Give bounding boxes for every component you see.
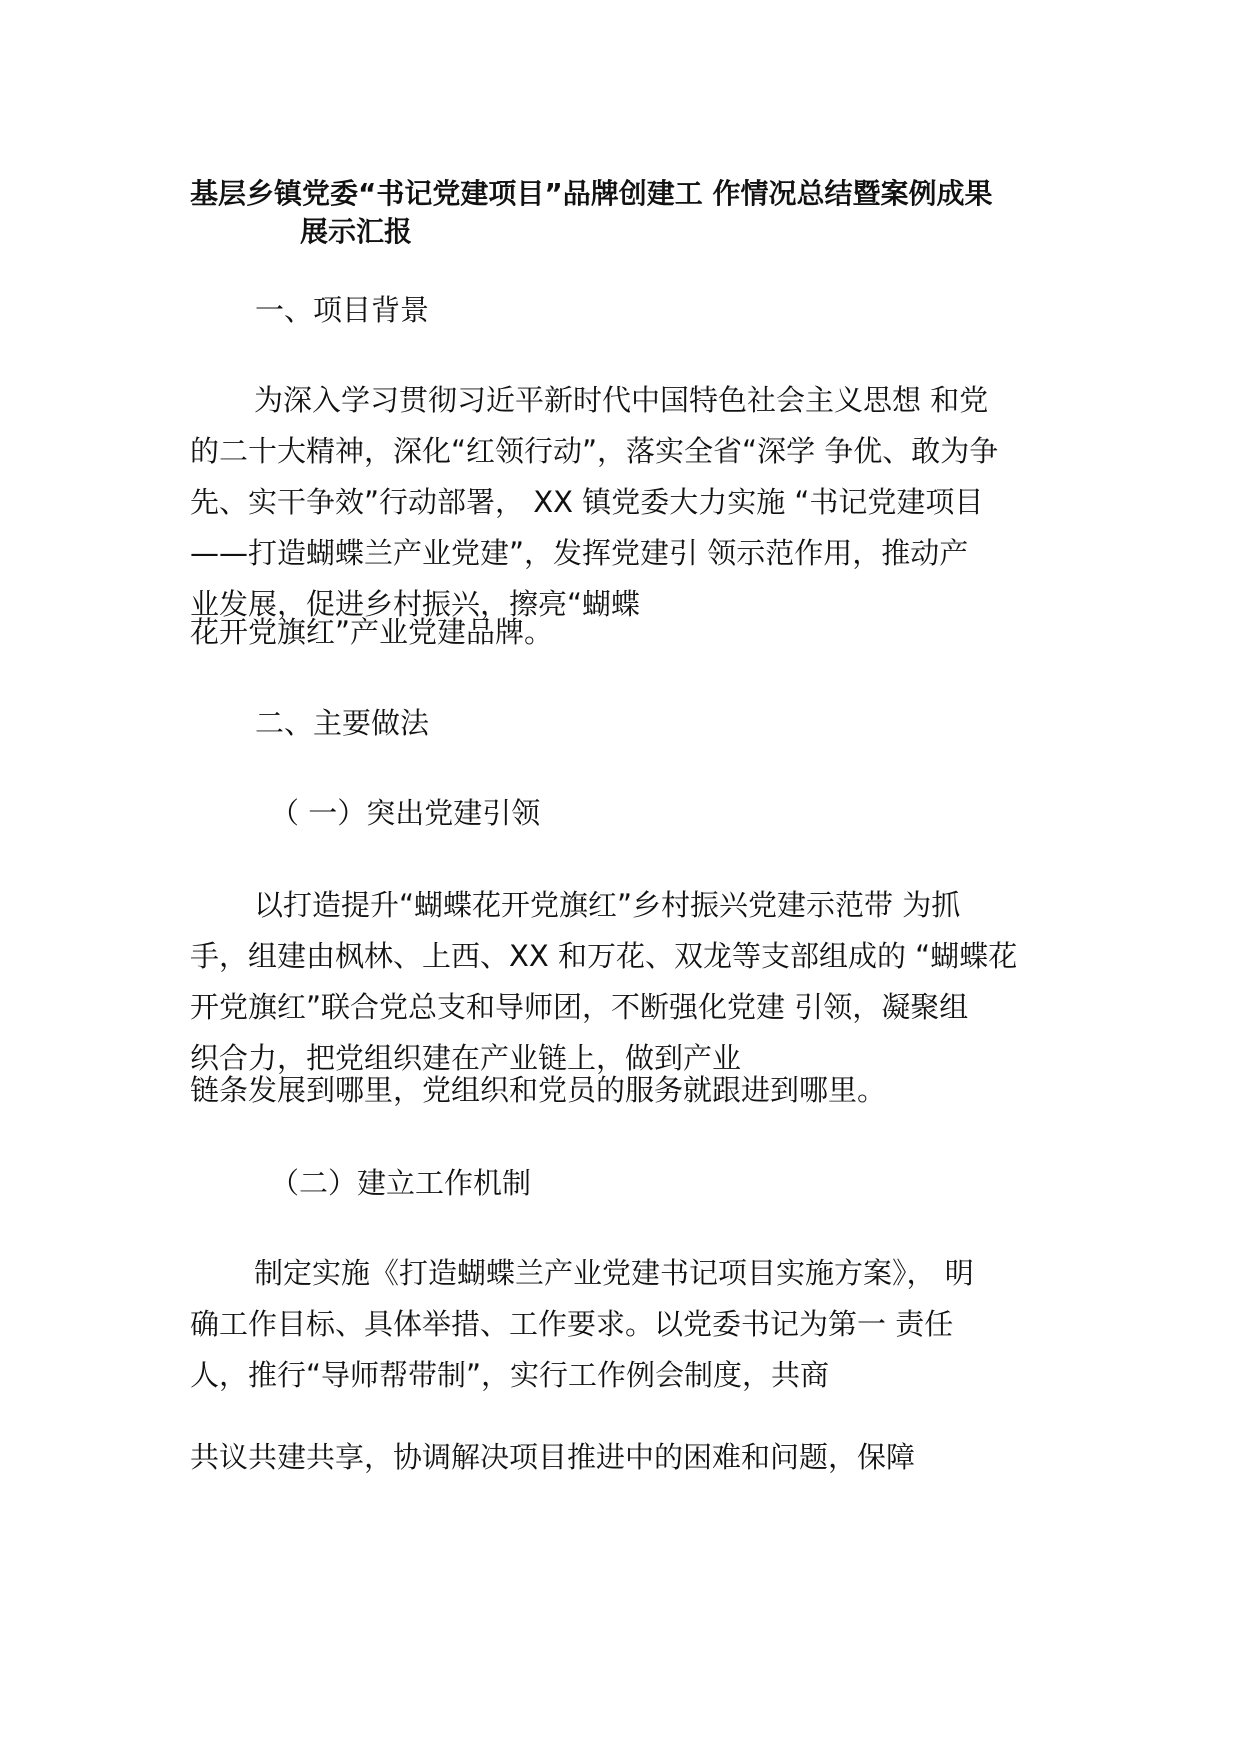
subsection2-paragraph-tail: 共议共建共享，协调解决项目推进中的困难和问题，保障 — [190, 1440, 916, 1474]
section1-paragraph — [190, 375, 1060, 630]
paragraph-line: 织合力，把党组织建在产业链上，做到产业 — [190, 1041, 742, 1075]
subsection1-paragraph — [190, 880, 1060, 1084]
paragraph-line: 业发展，促进乡村振兴，擦亮“蝴蝶 — [190, 587, 641, 621]
section-heading-background: 一、项目背景 — [255, 293, 430, 327]
paragraph-line: 先、实干争效”行动部署， XX 镇党委大力实施 “书记党建项目 — [190, 485, 984, 519]
paragraph-line: 开党旗红”联合党总支和导师团，不断强化党建 引领，凝聚组 — [190, 990, 969, 1024]
paragraph-line: 的二十大精神，深化“红领行动”，落实全省“深学 争优、敢为争 — [190, 434, 999, 468]
paragraph-line: 为深入学习贯彻习近平新时代中国特色社会主义思想 和党 — [254, 383, 989, 417]
paragraph-line: 人，推行“导师帮带制”，实行工作例会制度，共商 — [190, 1358, 830, 1392]
title-line-1: 基层乡镇党委“书记党建项目”品牌创建工 作情况总结暨案例成果 — [190, 177, 993, 210]
subsection2-paragraph — [190, 1248, 1060, 1401]
title-line-2: 展示汇报 — [300, 215, 413, 248]
paragraph-line: 制定实施《打造蝴蝶兰产业党建书记项目实施方案》， 明 — [254, 1256, 974, 1290]
subsection1-paragraph-tail: 链条发展到哪里，党组织和党员的服务就跟进到哪里。 — [190, 1073, 887, 1107]
subsection-heading-party-leadership: （ 一）突出党建引领 — [270, 796, 541, 830]
paragraph-line: ——打造蝴蝶兰产业党建”，发挥党建引 领示范作用，推动产 — [190, 536, 969, 570]
paragraph-line: 以打造提升“蝴蝶花开党旗红”乡村振兴党建示范带 为抓 — [254, 888, 961, 922]
document-title — [190, 175, 1090, 251]
paragraph-line: 确工作目标、具体举措、工作要求。以党委书记为第一 责任 — [190, 1307, 954, 1341]
subsection-heading-work-mechanism: （二）建立工作机制 — [270, 1166, 532, 1200]
section1-paragraph-tail: 花开党旗红”产业党建品牌。 — [190, 615, 554, 649]
paragraph-line: 手，组建由枫林、上西、XX 和万花、双龙等支部组成的 “蝴蝶花 — [190, 939, 1018, 973]
section-heading-practices: 二、主要做法 — [255, 706, 430, 740]
